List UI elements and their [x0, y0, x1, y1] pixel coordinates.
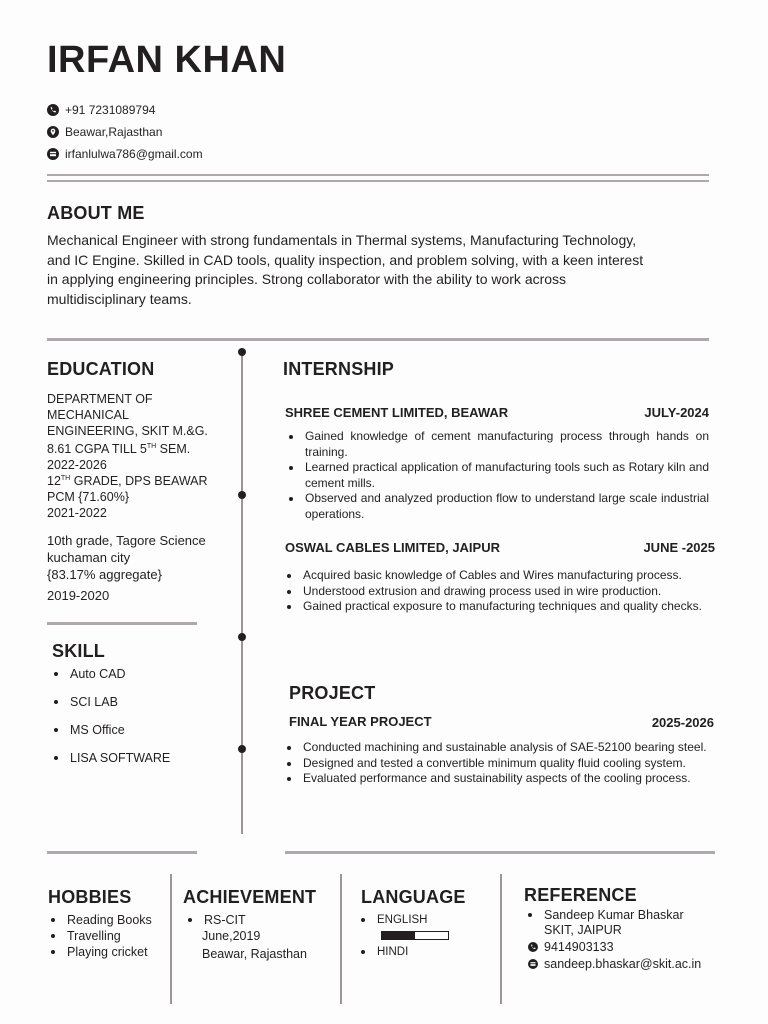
grade-text: 12 [47, 474, 61, 489]
candidate-name: IRFAN KHAN [47, 39, 287, 81]
achievement-heading: ACHIEVEMENT [183, 887, 317, 907]
bottom-divider-right [285, 851, 715, 854]
grade-post: GRADE, DPS BEAWAR [70, 474, 208, 489]
cgpa-line [47, 439, 237, 457]
skill-item: Auto CAD [50, 666, 230, 682]
achievement-item: RS-CIT [184, 912, 334, 928]
project-date: 2025-2026 [651, 715, 714, 730]
language-name: HINDI [377, 946, 409, 958]
job-company: OSWAL CABLES LIMITED, JAIPUR [285, 540, 500, 555]
about-line: in applying engineering principles. Strong collaborator with the ability to work across [47, 271, 567, 287]
school-score: {83.17% aggregate} [47, 567, 162, 582]
job-bullets [285, 429, 709, 522]
project-bullet: Conducted machining and sustainable analysis of SAE-52100 bearing steel. [283, 740, 707, 756]
language-item [357, 944, 497, 960]
about-divider [47, 338, 709, 341]
about-heading: ABOUT ME [47, 203, 145, 223]
reference-heading: REFERENCE [524, 885, 637, 905]
project-heading: PROJECT [289, 683, 376, 703]
reference-email [528, 956, 701, 972]
contact-phone [47, 102, 155, 118]
grade-line [47, 471, 237, 489]
reference-org: SKIT, JAIPUR [544, 923, 622, 937]
hobby-item: Travelling [47, 928, 167, 944]
header-divider [47, 174, 709, 176]
location-text: Beawar,Rajasthan [65, 125, 163, 139]
phone-text: +91 7231089794 [65, 103, 156, 117]
timeline-dot [238, 745, 246, 753]
job-date: JUNE -2025 [643, 540, 715, 555]
education-heading: EDUCATION [47, 359, 155, 379]
education-entry-3 [47, 532, 237, 604]
reference-name: Sandeep Kumar Bhaskar [524, 907, 724, 923]
job-bullet: Gained knowledge of cement manufacturing process through hands on training. [285, 429, 709, 460]
reference-list [524, 907, 724, 923]
job-bullet: Acquired basic knowledge of Cables and Wires manufacturing process. [283, 568, 707, 584]
phone-icon [528, 942, 544, 952]
job-company: SHREE CEMENT LIMITED, BEAWAR [285, 405, 509, 420]
job-bullet: Learned practical application of manufacturing tools such as Rotary kiln and cement mills. [285, 460, 709, 491]
job-bullets [283, 568, 707, 615]
timeline-dot [238, 348, 246, 356]
education-divider [47, 622, 197, 625]
language-item [357, 912, 497, 944]
location-pin-icon [47, 126, 59, 138]
reference-email-text[interactable]: sandeep.bhaskar@skit.ac.in [544, 957, 702, 971]
timeline-dot [238, 633, 246, 641]
reference-phone-text: 9414903133 [544, 940, 614, 954]
hobby-item: Reading Books [47, 912, 167, 928]
language-list [357, 912, 497, 960]
job-bullet: Observed and analyzed production flow to understand large scale industrial operations. [285, 491, 709, 522]
bottom-divider-left [47, 851, 197, 854]
education-entry-2 [47, 471, 237, 521]
about-line: Mechanical Engineer with strong fundamentals in Thermal systems, Manufacturing Technology, [47, 232, 637, 248]
email-icon [47, 148, 59, 160]
grade-sup: TH [60, 475, 71, 482]
email-icon [528, 959, 544, 969]
skill-item: SCI LAB [50, 694, 230, 710]
project-bullets [283, 740, 707, 787]
school-line: 10th grade, Tagore Science [47, 533, 206, 548]
column-separator [340, 874, 342, 1004]
skill-list [50, 666, 230, 766]
achievement-place: Beawar, Rajasthan [202, 947, 307, 961]
skill-item: LISA SOFTWARE [50, 750, 230, 766]
language-level-bar [381, 931, 449, 940]
about-line: multidisciplinary teams. [47, 290, 192, 307]
language-heading: LANGUAGE [361, 887, 466, 907]
achievement-date: June,2019 [202, 929, 261, 943]
timeline-line [241, 352, 243, 834]
language-name: ENGLISH [377, 914, 428, 926]
hobbies-list [47, 912, 167, 960]
header-divider-2 [47, 180, 709, 182]
project-bullet: Evaluated performance and sustainability aspects of the cooling process. [283, 771, 707, 787]
about-line: and IC Engine. Skilled in CAD tools, quality inspection, and problem solving, with a keen interest [47, 251, 644, 268]
job-date: JULY-2024 [644, 405, 709, 420]
skill-heading: SKILL [52, 641, 105, 661]
cgpa-post: SEM. [156, 442, 191, 457]
grade-score: PCM {71.60%} [47, 490, 129, 505]
reference-phone [528, 939, 614, 955]
school-years: 2019-2020 [47, 588, 110, 603]
column-separator [170, 874, 172, 1004]
language-level-fill [382, 932, 415, 939]
cgpa-text: 8.61 CGPA TILL 5 [47, 442, 147, 457]
degree-years: 2022-2026 [47, 458, 107, 473]
phone-icon [47, 104, 59, 116]
grade-years: 2021-2022 [47, 506, 107, 521]
achievement-list [184, 912, 334, 928]
degree-line: DEPARTMENT OF MECHANICAL [47, 392, 153, 422]
project-title: FINAL YEAR PROJECT [289, 714, 432, 729]
project-bullet: Designed and tested a convertible minimum quality fluid cooling system. [283, 756, 707, 772]
hobbies-heading: HOBBIES [48, 887, 132, 907]
internship-heading: INTERNSHIP [283, 359, 395, 379]
about-text [47, 231, 727, 309]
job-bullet: Understood extrusion and drawing process used in wire production. [283, 584, 707, 600]
school-city: kuchaman city [47, 550, 131, 565]
timeline-dot [238, 491, 246, 499]
skill-item: MS Office [50, 722, 230, 738]
job-bullet: Gained practical exposure to manufacturing techniques and quality checks. [283, 599, 707, 615]
contact-email [47, 146, 203, 162]
contact-location [47, 124, 162, 140]
email-text[interactable]: irfanlulwa786@gmail.com [65, 147, 203, 161]
degree-line: ENGINEERING, SKIT M.&G. [47, 424, 208, 438]
education-entry-1 [47, 391, 237, 473]
hobby-item: Playing cricket [47, 944, 167, 960]
column-separator [500, 874, 502, 1004]
cgpa-sup: TH [146, 443, 157, 450]
